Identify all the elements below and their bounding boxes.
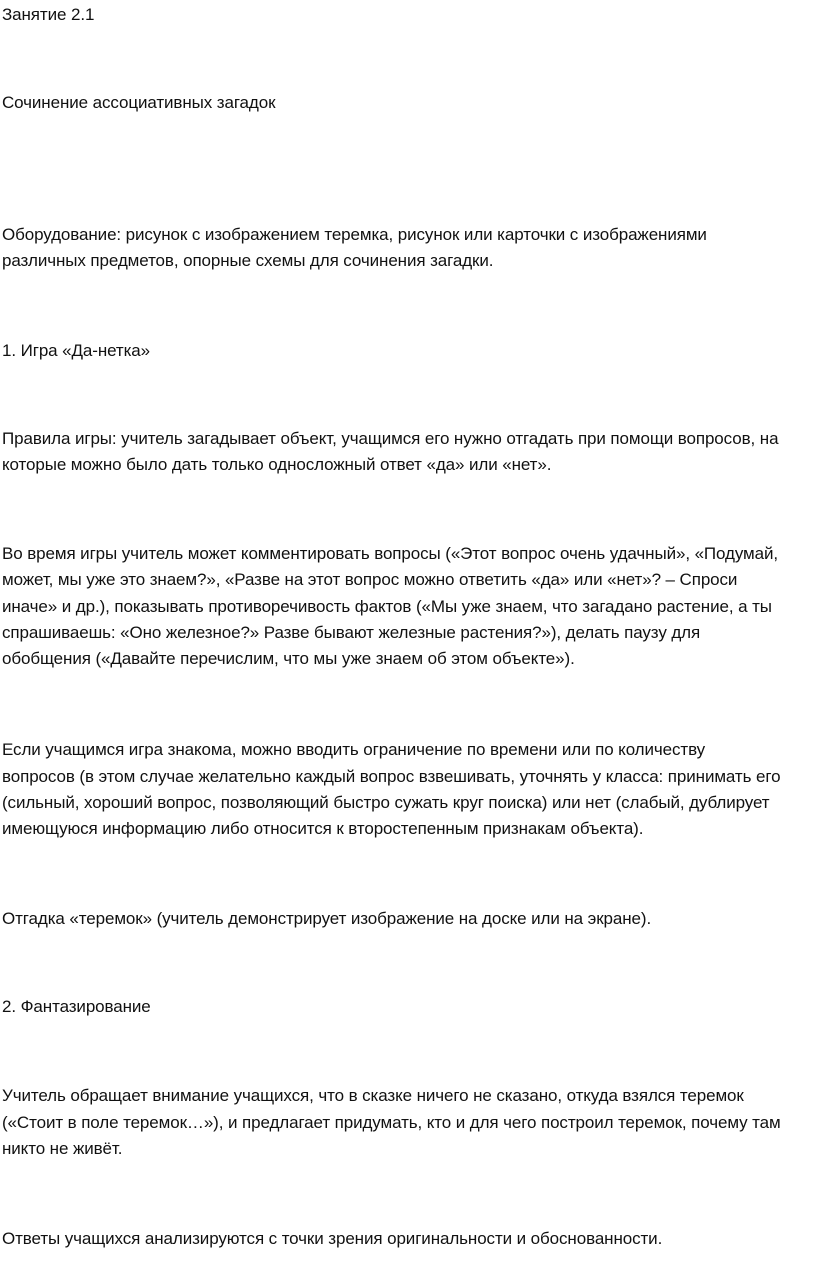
if-familiar-line-4: имеющуюся информацию либо относится к второстепенным признакам объекта). xyxy=(2,819,644,838)
equipment-line-2: различных предметов, опорные схемы для сочинения загадки. xyxy=(2,251,494,270)
fantasy-heading: 2. Фантазирование xyxy=(2,997,151,1016)
during-game-line-5: обобщения («Давайте перечислим, что мы уже знаем об этом объекте»). xyxy=(2,649,575,668)
during-game-line-4: спрашиваешь: «Оно железное?» Разве бывают железные растения?»), делать паузу для xyxy=(2,623,701,642)
if-familiar-line-2: вопросов (в этом случае желательно каждый вопрос взвешивать, уточнять у класса: принимать его xyxy=(2,767,781,786)
equipment-line-1: Оборудование: рисунок с изображением теремка, рисунок или карточки с изображениями xyxy=(2,225,707,244)
rules-line-2: которые можно было дать только односложный ответ «да» или «нет». xyxy=(2,455,552,474)
during-game-line-1: Во время игры учитель может комментировать вопросы («Этот вопрос очень удачный», «Подумай, xyxy=(2,544,779,563)
rules-line-1: Правила игры: учитель загадывает объект, учащимся его нужно отгадать при помощи вопросов, на xyxy=(2,429,779,448)
topic-heading: Сочинение ассоциативных загадок xyxy=(2,93,276,112)
during-game-line-2: может, мы уже это знаем?», «Разве на этот вопрос можно ответить «да» или «нет»? – Спроси xyxy=(2,570,738,589)
teacher-line-2: («Стоит в поле теремок…»), и предлагает придумать, кто и для чего построил теремок, почему там xyxy=(2,1113,781,1132)
answer-line: Отгадка «теремок» (учитель демонстрирует изображение на доске или на экране). xyxy=(2,909,652,928)
lesson-title: Занятие 2.1 xyxy=(2,5,95,24)
analysis-line: Ответы учащихся анализируются с точки зрения оригинальности и обоснованности. xyxy=(2,1229,663,1248)
game-heading: 1. Игра «Да-нетка» xyxy=(2,341,151,360)
teacher-line-1: Учитель обращает внимание учащихся, что в сказке ничего не сказано, откуда взялся теремок xyxy=(2,1086,744,1105)
if-familiar-line-1: Если учащимся игра знакома, можно вводить ограничение по времени или по количеству xyxy=(2,740,706,759)
during-game-line-3: иначе» и др.), показывать противоречивость фактов («Мы уже знаем, что загадано растение, а ты xyxy=(2,597,772,616)
teacher-line-3: никто не живёт. xyxy=(2,1139,123,1158)
if-familiar-line-3: (сильный, хороший вопрос, позволяющий быстро сужать круг поиска) или нет (слабый, дублирует xyxy=(2,793,770,812)
